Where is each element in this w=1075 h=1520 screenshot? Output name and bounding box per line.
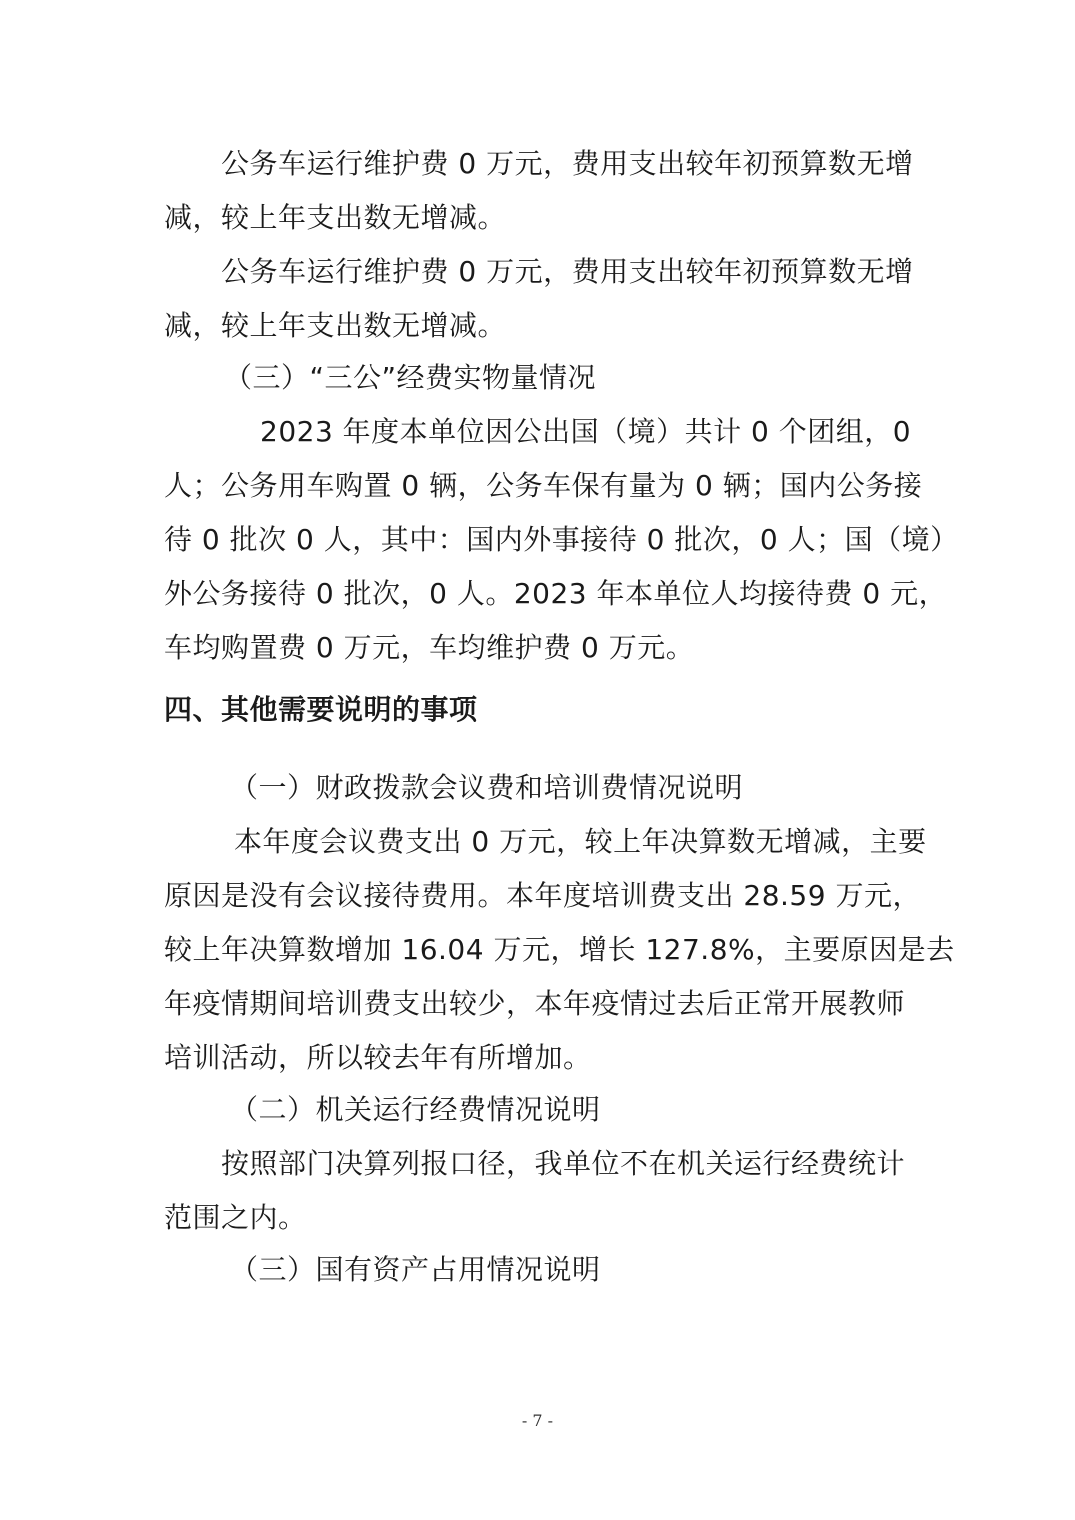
paragraph-line: 待 0 批次 0 人，其中：国内外事接待 0 批次，0 人；国（境）	[164, 523, 959, 556]
page-number: - 7 -	[521, 1411, 554, 1430]
paragraph-line: 培训活动，所以较去年有所增加。	[164, 1041, 592, 1074]
paragraph-line: 范围之内。	[164, 1201, 307, 1234]
chapter-heading: 四、其他需要说明的事项	[164, 693, 478, 726]
paragraph-line: 减，较上年支出数无增减。	[164, 309, 507, 342]
paragraph-line: 公务车运行维护费 0 万元，费用支出较年初预算数无增	[221, 147, 914, 180]
section-heading: （三）国有资产占用情况说明	[230, 1253, 601, 1286]
paragraph-line: 减，较上年支出数无增减。	[164, 201, 507, 234]
paragraph-line: 公务车运行维护费 0 万元，费用支出较年初预算数无增	[221, 255, 914, 288]
section-heading: （二）机关运行经费情况说明	[230, 1093, 601, 1126]
section-heading: （三）“三公”经费实物量情况	[224, 361, 597, 394]
paragraph-line: 车均购置费 0 万元，车均维护费 0 万元。	[164, 631, 695, 664]
section-heading: （一）财政拨款会议费和培训费情况说明	[230, 771, 744, 804]
paragraph-line: 外公务接待 0 批次，0 人。2023 年本单位人均接待费 0 元，	[164, 577, 948, 610]
paragraph-line: 年疫情期间培训费支出较少，本年疫情过去后正常开展教师	[164, 987, 906, 1020]
paragraph-line: 2023 年度本单位因公出国（境）共计 0 个团组，0	[260, 415, 912, 448]
paragraph-line: 较上年决算数增加 16.04 万元，增长 127.8%，主要原因是去	[164, 933, 955, 966]
paragraph-line: 人；公务用车购置 0 辆，公务车保有量为 0 辆；国内公务接	[164, 469, 923, 502]
paragraph-line: 按照部门决算列报口径，我单位不在机关运行经费统计	[221, 1147, 906, 1180]
paragraph-line: 原因是没有会议接待费用。本年度培训费支出 28.59 万元，	[164, 879, 921, 912]
paragraph-line: 本年度会议费支出 0 万元，较上年决算数无增减，主要	[234, 825, 927, 858]
